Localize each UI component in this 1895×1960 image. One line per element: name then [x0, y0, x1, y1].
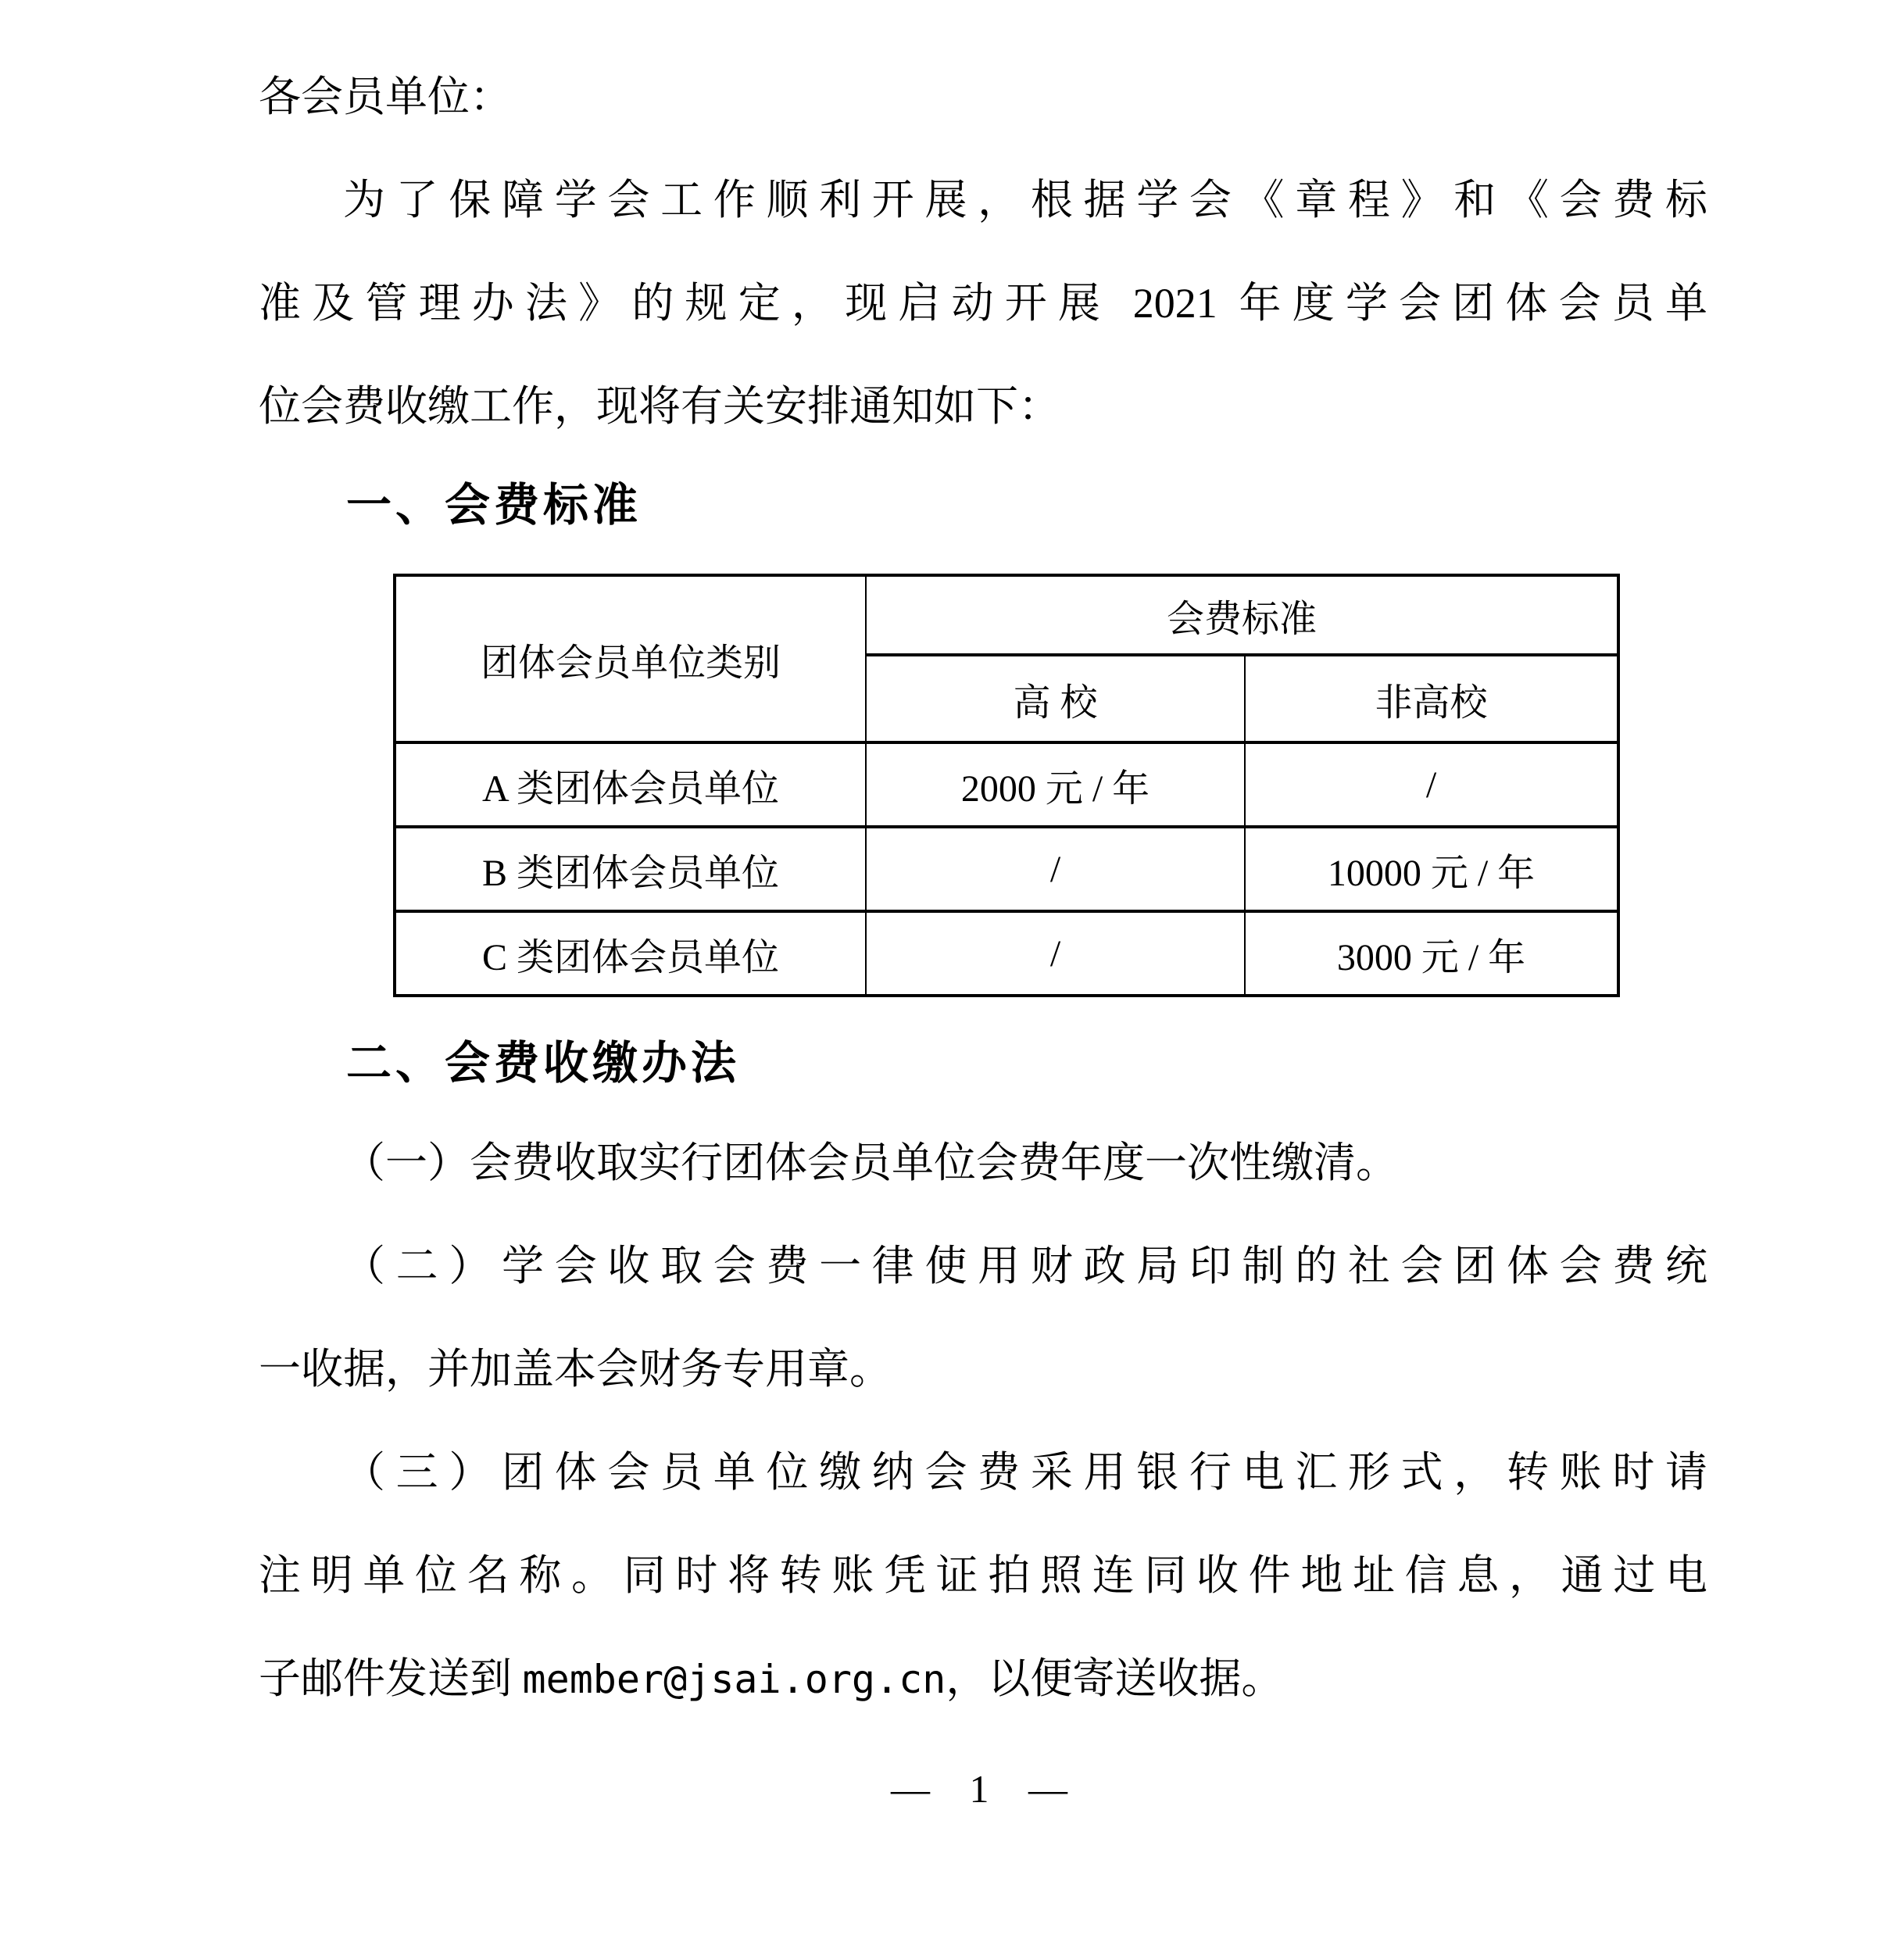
salutation: 各会员单位：: [259, 73, 512, 120]
method-item-3-line-1: （三）团体会员单位缴纳会费采用银行电汇形式，转账时请: [343, 1449, 1707, 1496]
table-row-b: [395, 827, 1618, 911]
table-header-row-1: [395, 575, 1618, 655]
cell-university-a: 2000 元 / 年: [866, 742, 1245, 827]
email-line-suffix: ，以便寄送收据。: [946, 1655, 1284, 1702]
table-row-a: [395, 742, 1618, 827]
cell-non-university-b: 10000 元 / 年: [1245, 827, 1618, 911]
cell-category-b: B 类团体会员单位: [395, 827, 866, 911]
method-item-3-line-2: 注明单位名称。同时将转账凭证拍照连同收件地址信息，通过电: [259, 1552, 1707, 1599]
header-category: 团体会员单位类别: [395, 575, 866, 742]
intro-line-1: 为了保障学会工作顺利开展，根据学会《章程》和《会费标: [343, 177, 1707, 224]
section1-heading: 一、会费标准: [346, 480, 642, 531]
cell-category-a: A 类团体会员单位: [395, 742, 866, 827]
email-line-prefix: 子邮件发送到: [259, 1655, 523, 1702]
email-address: member@jsai.org.cn: [522, 1657, 946, 1702]
method-item-2-line-2: 一收据，并加盖本会财务专用章。: [259, 1346, 892, 1393]
method-item-3-line-3: [259, 1627, 1707, 1731]
cell-university-c: /: [866, 911, 1245, 996]
method-item-1: （一）会费收取实行团体会员单位会费年度一次性缴清。: [343, 1139, 1398, 1186]
cell-category-c: C 类团体会员单位: [395, 911, 866, 996]
header-university: 高 校: [866, 655, 1245, 742]
intro-line-3: 位会费收缴工作，现将有关安排通知如下：: [259, 383, 1060, 430]
page-number: — 1 —: [891, 1767, 1067, 1811]
section2-heading: 二、会费收缴办法: [346, 1038, 741, 1089]
cell-non-university-a: /: [1245, 742, 1618, 827]
cell-university-b: /: [866, 827, 1245, 911]
method-item-2-line-1: （二）学会收取会费一律使用财政局印制的社会团体会费统: [343, 1243, 1707, 1289]
intro-line-2: 准及管理办法》的规定，现启动开展 2021 年度学会团体会员单: [259, 280, 1707, 327]
table-row-c: [395, 911, 1618, 996]
cell-non-university-c: 3000 元 / 年: [1245, 911, 1618, 996]
header-non-university: 非高校: [1245, 655, 1618, 742]
fee-standard-table: [393, 574, 1620, 997]
header-fee-standard: 会费标准: [866, 575, 1618, 655]
